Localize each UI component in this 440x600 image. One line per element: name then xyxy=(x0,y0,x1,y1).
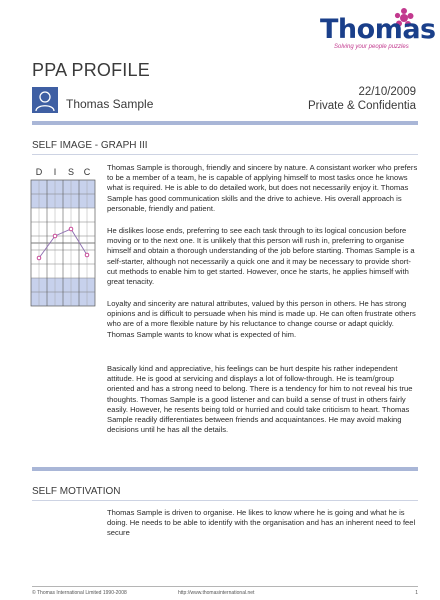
person-name: Thomas Sample xyxy=(66,97,154,111)
section-title-self-image: SELF IMAGE - GRAPH III xyxy=(32,140,148,151)
page-title: PPA PROFILE xyxy=(32,60,150,80)
section-divider xyxy=(32,500,418,501)
header-divider xyxy=(32,121,418,125)
disc-letter-c: C xyxy=(83,167,91,177)
footer-divider xyxy=(32,586,418,587)
person-icon xyxy=(32,87,58,113)
logo-wordmark: Thomas xyxy=(320,14,436,45)
section-divider xyxy=(32,154,418,155)
self-image-paragraph-4: Basically kind and appreciative, his feelings can be hurt despite his rather independent attitude. He is good at servicing and displays a lot of follow-through. He is team/group oriented and has a strong need to belong. There is a tendency for him to not reveal his true thoughts. Thomas Sample is a good listener and can build a sense of trust in others fairly easily. However, he resents being told or hurried and could take criticism to heart. Thomas Sample readily differentiates between friends and acquaintances. He may avoid making decisions until he has all the details. xyxy=(107,364,413,435)
self-motivation-paragraph: Thomas Sample is driven to organise. He likes to know where he is going and what he is doing. He needs to be able to identify with the organisation and has an inherent need to feel secure xyxy=(107,508,416,538)
footer-url[interactable]: http://www.thomasinternational.net xyxy=(178,590,255,596)
section-break-divider xyxy=(32,467,418,471)
avatar xyxy=(32,87,58,113)
report-date: 22/10/2009 xyxy=(358,86,416,98)
footer-page-number: 1 xyxy=(415,590,418,596)
disc-graph-svg xyxy=(30,166,102,316)
disc-letter-d: D xyxy=(35,167,43,177)
self-image-paragraph-2: He dislikes loose ends, preferring to see each task through to its logical concusion before moving or to the next one. It is unlikely that this person will rush in, preferring to organise himself and obtain a thorough understanding of the job before starting. Thomas Sample is a self-starter, although not necessarily a quick one and it may be necessary to provide short-cut methods to enable him to get started. However, once he starts, he applies himself with great tenacity. xyxy=(107,226,415,287)
self-image-paragraph-3: Loyalty and sincerity are natural attributes, valued by this person in others. He has strong opinions and is difficult to persuade when his mind is made up. He can often frustrate others who are of a more flexible nature by his reluctance to change course or adapt quickly. Thomas Sample wants to know what is expected of him. xyxy=(107,299,416,339)
confidential-label: Private & Confidentia xyxy=(307,100,416,112)
disc-graph xyxy=(30,166,102,321)
self-image-paragraph-1: Thomas Sample is thorough, friendly and sincere by nature. A consistant worker who prefers to be a member of a team, he is capable of applying himself to most tasks once he knows what is required. He is able to do detailed work, but does not necessarily enjoy it. Thomas Sample has good communication skills and the drive to achieve. His overall approach is personable, friendly and patient. xyxy=(107,163,418,213)
section-title-self-motivation: SELF MOTIVATION xyxy=(32,486,121,497)
footer-copyright: © Thomas International Limited 1990-2008 xyxy=(32,590,127,596)
disc-letter-i: I xyxy=(53,167,57,177)
disc-letter-s: S xyxy=(67,167,75,177)
logo-tagline: Solving your people puzzles xyxy=(334,44,409,50)
